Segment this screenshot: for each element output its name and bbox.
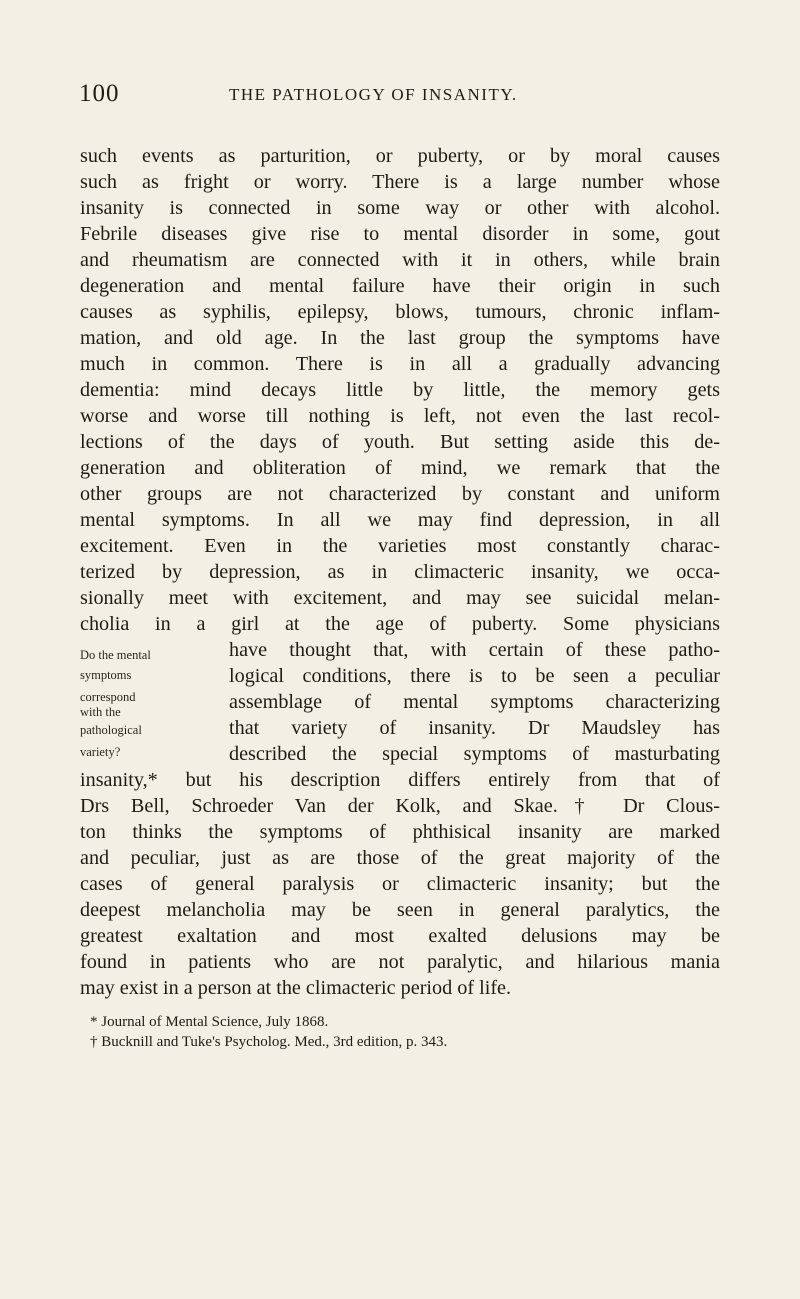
body-line: have thought that, with certain of these patho-: [229, 639, 720, 661]
body-line: deepest melancholia may be seen in general paralytics, the: [80, 899, 720, 921]
body-line: much in common. There is in all a gradually advancing: [80, 353, 720, 375]
body-line: cases of general paralysis or climacteric insanity; but the: [80, 873, 720, 895]
body-line: and rheumatism are connected with it in others, while brain: [80, 249, 720, 271]
running-head: THE PATHOLOGY OF INSANITY.: [229, 85, 518, 104]
body-line: found in patients who are not paralytic, and hilarious mania: [80, 951, 720, 973]
footnote: * Journal of Mental Science, July 1868.: [90, 1014, 329, 1030]
page-header: [79, 80, 719, 110]
marginal-note-line: symptoms: [80, 668, 132, 682]
body-line: generation and obliteration of mind, we remark that the: [80, 457, 720, 479]
body-line: that variety of insanity. Dr Maudsley has: [229, 717, 720, 739]
body-line: degeneration and mental failure have their origin in such: [80, 275, 720, 297]
marginal-note-line: pathological: [80, 723, 142, 737]
body-line: logical conditions, there is to be seen a peculiar: [229, 665, 720, 687]
body-line: Drs Bell, Schroeder Van der Kolk, and Skae.† Dr Clous-: [80, 795, 720, 817]
body-line: terized by depression, as in climacteric insanity, we occa-: [80, 561, 720, 583]
body-line: causes as syphilis, epilepsy, blows, tumours, chronic inflam-: [80, 301, 720, 323]
body-line: dementia: mind decays little by little, the memory gets: [80, 379, 720, 401]
body-line: lections of the days of youth. But setting aside this de-: [80, 431, 720, 453]
body-line: such as fright or worry. There is a large number whose: [80, 171, 720, 193]
marginal-note-line: correspond: [80, 690, 136, 704]
body-line: other groups are not characterized by constant and uniform: [80, 483, 720, 505]
body-line: ton thinks the symptoms of phthisical insanity are marked: [80, 821, 720, 843]
footnote: † Bucknill and Tuke's Psycholog. Med., 3rd edition, p. 343.: [90, 1034, 448, 1050]
body-line: worse and worse till nothing is left, not even the last recol-: [80, 405, 720, 427]
body-line: assemblage of mental symptoms characterizing: [229, 691, 720, 713]
body-line: described the special symptoms of masturbating: [229, 743, 720, 765]
body-line: mation, and old age. In the last group the symptoms have: [80, 327, 720, 349]
body-line: insanity,* but his description differs entirely from that of: [80, 769, 720, 791]
body-line: excitement. Even in the varieties most constantly charac-: [80, 535, 720, 557]
body-line: Febrile diseases give rise to mental disorder in some, gout: [80, 223, 720, 245]
marginal-note-line: Do the mental: [80, 648, 151, 662]
body-line: mental symptoms. In all we may find depression, in all: [80, 509, 720, 531]
body-line: greatest exaltation and most exalted delusions may be: [80, 925, 720, 947]
body-line: such events as parturition, or puberty, or by moral causes: [80, 145, 720, 167]
body-line: sionally meet with excitement, and may see suicidal melan-: [80, 587, 720, 609]
body-line: may exist in a person at the climacteric period of life.: [80, 977, 512, 999]
body-line: cholia in a girl at the age of puberty. Some physicians: [80, 613, 720, 635]
page-number: 100: [79, 80, 120, 107]
marginal-note-line: variety?: [80, 745, 121, 759]
body-line: and peculiar, just as are those of the great majority of the: [80, 847, 720, 869]
marginal-note-line: with the: [80, 705, 121, 719]
body-line: insanity is connected in some way or other with alcohol.: [80, 197, 720, 219]
